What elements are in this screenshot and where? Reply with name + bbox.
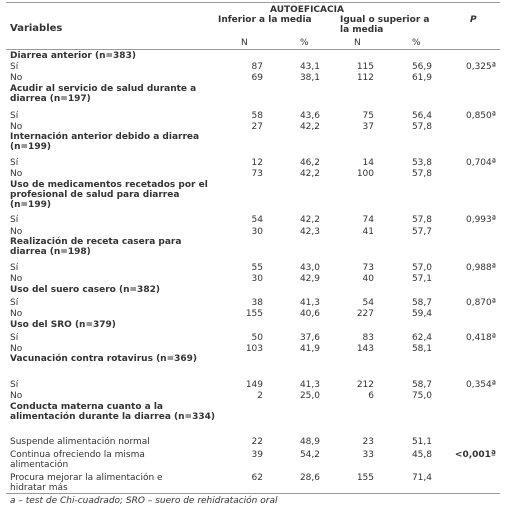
table-footnote: a – test de Chi-cuadrado; SRO – suero de rehidratación oral <box>10 496 278 506</box>
row-label: Sí <box>10 298 19 308</box>
cell-p-value: 0,325ª <box>465 62 496 72</box>
row-label: No <box>10 309 23 319</box>
cell-pct-igual: 57,7 <box>411 227 432 237</box>
header-n-igual: N <box>354 38 361 48</box>
cell-pct-igual: 71,4 <box>411 473 432 483</box>
cell-n-igual: 112 <box>356 73 374 83</box>
cell-n-inferior: 149 <box>245 380 263 390</box>
group-title: Acudir al servicio de salud durante a diarrea (n=197) <box>10 84 197 104</box>
cell-pct-igual: 59,4 <box>411 309 432 319</box>
cell-pct-igual: 45,8 <box>411 450 432 460</box>
cell-pct-igual: 56,4 <box>411 111 432 121</box>
cell-pct-inferior: 54,2 <box>299 450 320 460</box>
top-rule <box>6 2 500 3</box>
cell-n-igual: 227 <box>356 309 374 319</box>
header-inferior: Inferior a la media <box>218 15 312 25</box>
cell-pct-igual: 57,8 <box>411 122 432 132</box>
cell-p-value: 0,850ª <box>465 111 496 121</box>
bottom-rule <box>6 493 500 494</box>
row-label: Suspende alimentación normal <box>10 437 150 447</box>
cell-pct-igual: 57,8 <box>411 169 432 179</box>
cell-pct-igual: 58,7 <box>411 380 432 390</box>
cell-pct-inferior: 41,9 <box>299 344 320 354</box>
cell-n-inferior: 22 <box>251 437 263 447</box>
cell-n-inferior: 30 <box>251 227 263 237</box>
cell-n-inferior: 27 <box>251 122 263 132</box>
cell-pct-igual: 58,7 <box>411 298 432 308</box>
row-label: No <box>10 122 23 132</box>
row-label: No <box>10 73 23 83</box>
group-title: Uso del suero casero (n=382) <box>10 285 160 295</box>
cell-pct-igual: 58,1 <box>411 344 432 354</box>
cell-pct-igual: 51,1 <box>411 437 432 447</box>
cell-n-inferior: 54 <box>251 215 263 225</box>
cell-n-igual: 100 <box>356 169 374 179</box>
cell-n-inferior: 58 <box>251 111 263 121</box>
cell-pct-inferior: 43,1 <box>299 62 320 72</box>
cell-pct-igual: 57,1 <box>411 274 432 284</box>
cell-pct-igual: 75,0 <box>411 391 432 401</box>
cell-n-igual: 74 <box>362 215 374 225</box>
cell-p-value: 0,704ª <box>465 158 496 168</box>
cell-pct-inferior: 42,2 <box>299 169 320 179</box>
row-label: Sí <box>10 111 19 121</box>
cell-n-inferior: 87 <box>251 62 263 72</box>
cell-pct-igual: 53,8 <box>411 158 432 168</box>
cell-p-value: 0,354ª <box>465 380 496 390</box>
cell-n-igual: 6 <box>368 391 374 401</box>
cell-p-value: 0,988ª <box>465 263 496 273</box>
cell-pct-inferior: 41,3 <box>299 298 320 308</box>
row-label: Sí <box>10 380 19 390</box>
cell-n-igual: 212 <box>356 380 374 390</box>
cell-pct-inferior: 42,3 <box>299 227 320 237</box>
cell-pct-igual: 61,9 <box>411 73 432 83</box>
cell-n-inferior: 2 <box>257 391 263 401</box>
cell-n-inferior: 30 <box>251 274 263 284</box>
row-label: Continua ofreciendo la misma alimentación <box>10 450 145 470</box>
cell-n-igual: 115 <box>356 62 374 72</box>
row-label: Sí <box>10 158 19 168</box>
cell-pct-inferior: 42,9 <box>299 274 320 284</box>
cell-pct-igual: 62,4 <box>411 333 432 343</box>
cell-n-inferior: 62 <box>251 473 263 483</box>
group-title: Uso del SRO (n=379) <box>10 320 116 330</box>
cell-pct-inferior: 37,6 <box>299 333 320 343</box>
header-autoeficacia: AUTOEFICACIA <box>270 5 344 15</box>
group-title: Internación anterior debido a diarrea (n=199) <box>10 132 200 152</box>
row-label: Sí <box>10 263 19 273</box>
cell-pct-inferior: 43,6 <box>299 111 320 121</box>
group-title: Conducta materna cuanto a la alimentación durante la diarrea (n=334) <box>10 402 216 422</box>
cell-pct-inferior: 42,2 <box>299 122 320 132</box>
header-igual-line1: Igual o superior a <box>340 15 430 25</box>
header-p: P <box>470 15 477 25</box>
cell-n-igual: 75 <box>362 111 374 121</box>
cell-n-inferior: 38 <box>251 298 263 308</box>
cell-n-igual: 23 <box>362 437 374 447</box>
row-label: Sí <box>10 62 19 72</box>
cell-pct-inferior: 48,9 <box>299 437 320 447</box>
cell-n-inferior: 73 <box>251 169 263 179</box>
cell-n-inferior: 50 <box>251 333 263 343</box>
cell-pct-inferior: 42,2 <box>299 215 320 225</box>
cell-n-igual: 33 <box>362 450 374 460</box>
cell-pct-inferior: 25,0 <box>299 391 320 401</box>
cell-p-value: <0,001ª <box>454 450 496 460</box>
cell-n-igual: 143 <box>356 344 374 354</box>
group-title: Realización de receta casera para diarrea (n=198) <box>10 237 182 257</box>
cell-n-igual: 54 <box>362 298 374 308</box>
cell-pct-igual: 57,8 <box>411 215 432 225</box>
header-variables: Variables <box>10 23 63 34</box>
group-title: Uso de medicamentos recetados por el profesional de salud para diarrea (n=199) <box>10 180 208 210</box>
cell-pct-inferior: 40,6 <box>299 309 320 319</box>
cell-pct-inferior: 38,1 <box>299 73 320 83</box>
header-rule <box>6 49 500 50</box>
cell-n-igual: 41 <box>362 227 374 237</box>
cell-p-value: 0,993ª <box>465 215 496 225</box>
cell-n-inferior: 103 <box>245 344 263 354</box>
header-pct-inferior: % <box>300 38 309 48</box>
header-pct-igual: % <box>412 38 421 48</box>
header-n-inferior: N <box>241 38 248 48</box>
group-title: Diarrea anterior (n=383) <box>10 51 136 61</box>
cell-p-value: 0,418ª <box>465 333 496 343</box>
row-label: Sí <box>10 333 19 343</box>
cell-pct-igual: 56,9 <box>411 62 432 72</box>
cell-pct-igual: 57,0 <box>411 263 432 273</box>
row-label: No <box>10 344 23 354</box>
row-label: No <box>10 274 23 284</box>
cell-n-inferior: 39 <box>251 450 263 460</box>
header-igual-line2: la media <box>340 25 384 35</box>
cell-pct-inferior: 46,2 <box>299 158 320 168</box>
cell-n-igual: 40 <box>362 274 374 284</box>
cell-n-igual: 155 <box>356 473 374 483</box>
row-label: No <box>10 227 23 237</box>
cell-n-igual: 73 <box>362 263 374 273</box>
row-label: No <box>10 391 23 401</box>
cell-n-inferior: 69 <box>251 73 263 83</box>
cell-n-igual: 83 <box>362 333 374 343</box>
cell-n-inferior: 155 <box>245 309 263 319</box>
cell-p-value: 0,870ª <box>465 298 496 308</box>
row-label: Procura mejorar la alimentación e hidratar más <box>10 473 163 493</box>
cell-n-inferior: 55 <box>251 263 263 273</box>
cell-pct-inferior: 41,3 <box>299 380 320 390</box>
row-label: Sí <box>10 215 19 225</box>
group-title: Vacunación contra rotavirus (n=369) <box>10 354 198 364</box>
cell-pct-inferior: 43,0 <box>299 263 320 273</box>
cell-n-igual: 37 <box>362 122 374 132</box>
cell-pct-inferior: 28,6 <box>299 473 320 483</box>
cell-n-inferior: 12 <box>251 158 263 168</box>
row-label: No <box>10 169 23 179</box>
cell-n-igual: 14 <box>362 158 374 168</box>
